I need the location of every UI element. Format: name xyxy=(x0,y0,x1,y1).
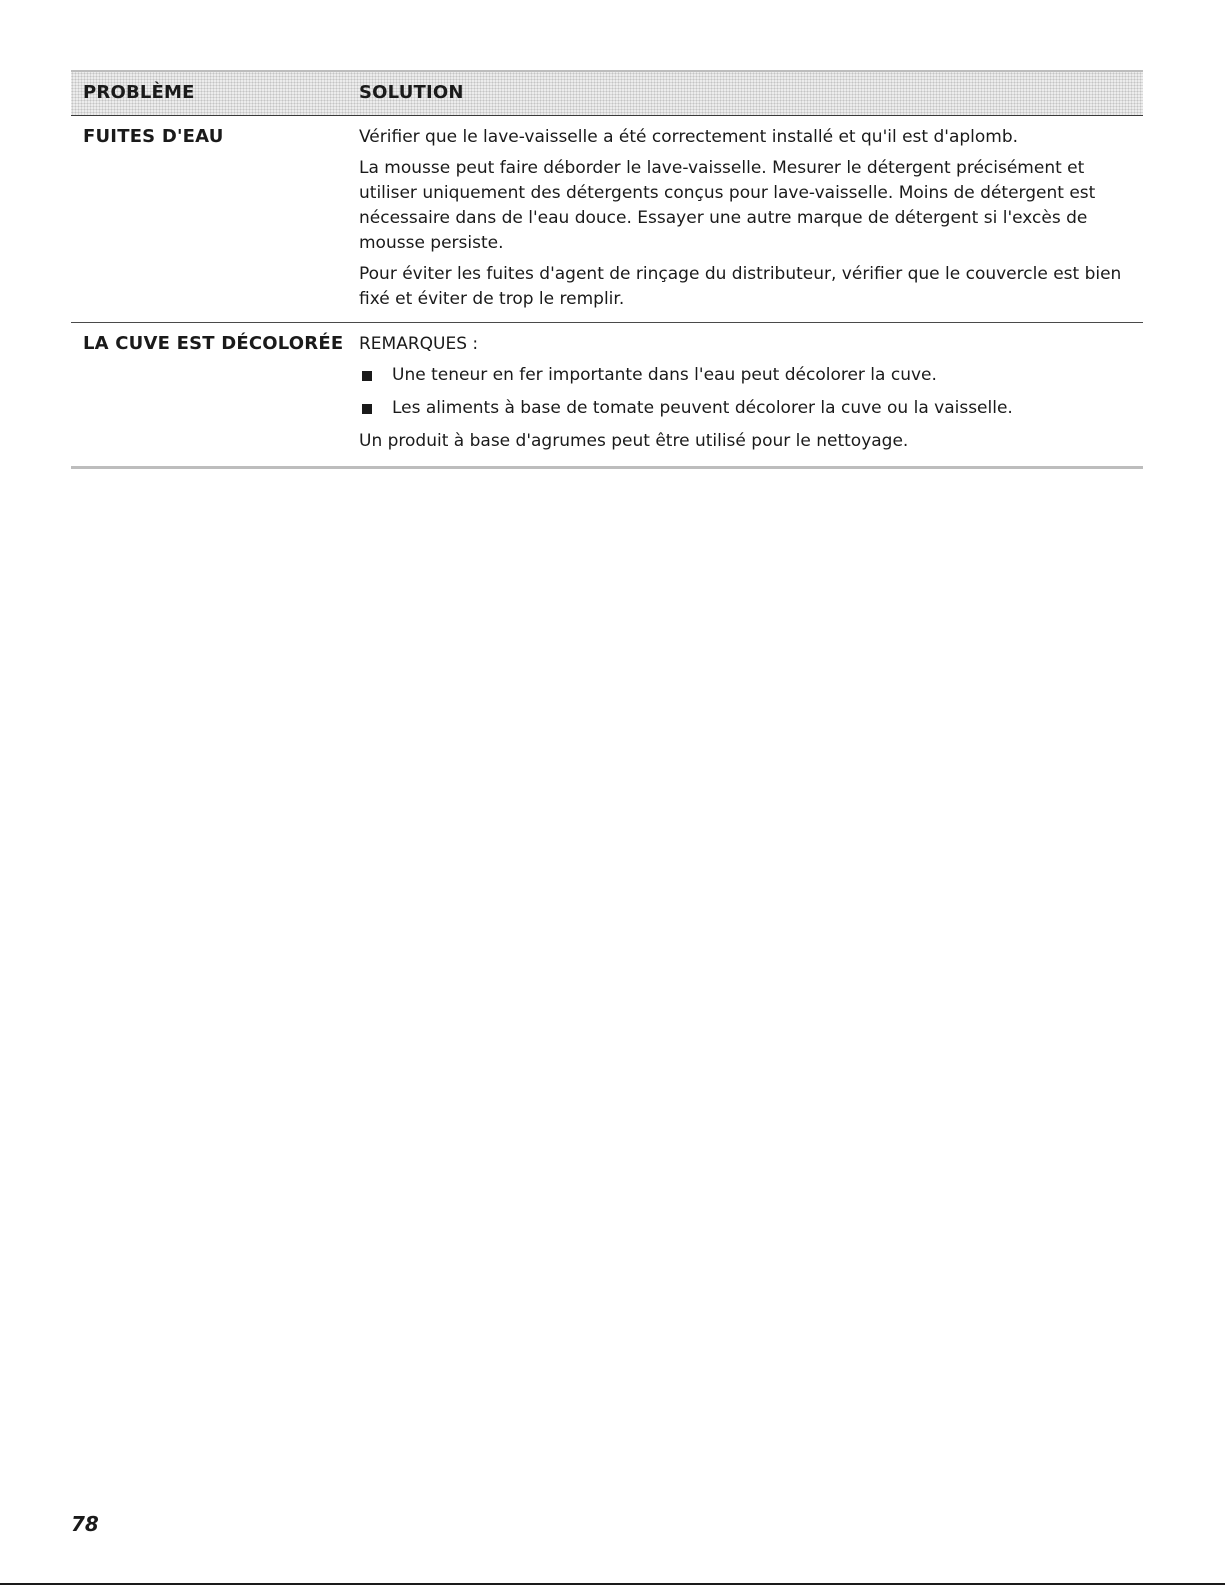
solution-paragraph: Pour éviter les fuites d'agent de rinçage du distributeur, vérifier que le couvercle est bien fixé et éviter de trop le remplir. xyxy=(359,264,1122,309)
table-row xyxy=(71,323,1143,469)
header-problem: PROBLÈME xyxy=(83,82,195,103)
bullet-text: Les aliments à base de tomate peuvent décolorer la cuve ou la vaisselle. xyxy=(392,398,1013,418)
solution-paragraph: Un produit à base d'agrumes peut être utilisé pour le nettoyage. xyxy=(359,431,909,451)
problem-label: FUITES D'EAU xyxy=(83,126,224,147)
bullet-text: Une teneur en fer importante dans l'eau peut décolorer la cuve. xyxy=(392,365,937,385)
square-bullet-icon xyxy=(362,371,372,381)
solution-paragraph: La mousse peut faire déborder le lave-vaisselle. Mesurer le détergent précisément et utiliser uniquement des détergents conçus pour lave-vaisselle. Moins de détergent est nécessaire dans de l'eau douce. Essayer une autre marque de détergent si l'excès de mousse persiste. xyxy=(359,158,1096,253)
bullet-item xyxy=(359,396,1137,421)
bullet-item xyxy=(359,363,1137,388)
remarks-heading: REMARQUES : xyxy=(359,334,479,354)
table-header xyxy=(71,70,1143,116)
solution-cell xyxy=(359,332,1143,454)
problem-label: LA CUVE EST DÉCOLORÉE xyxy=(83,333,344,354)
square-bullet-icon xyxy=(362,404,372,414)
solution-cell xyxy=(359,125,1143,312)
table-row xyxy=(71,116,1143,323)
solution-paragraph: Vérifier que le lave-vaisselle a été correctement installé et qu'il est d'aplomb. xyxy=(359,127,1019,147)
page-number: 78 xyxy=(71,1512,99,1536)
header-solution: SOLUTION xyxy=(359,82,464,103)
troubleshooting-table xyxy=(71,70,1143,469)
